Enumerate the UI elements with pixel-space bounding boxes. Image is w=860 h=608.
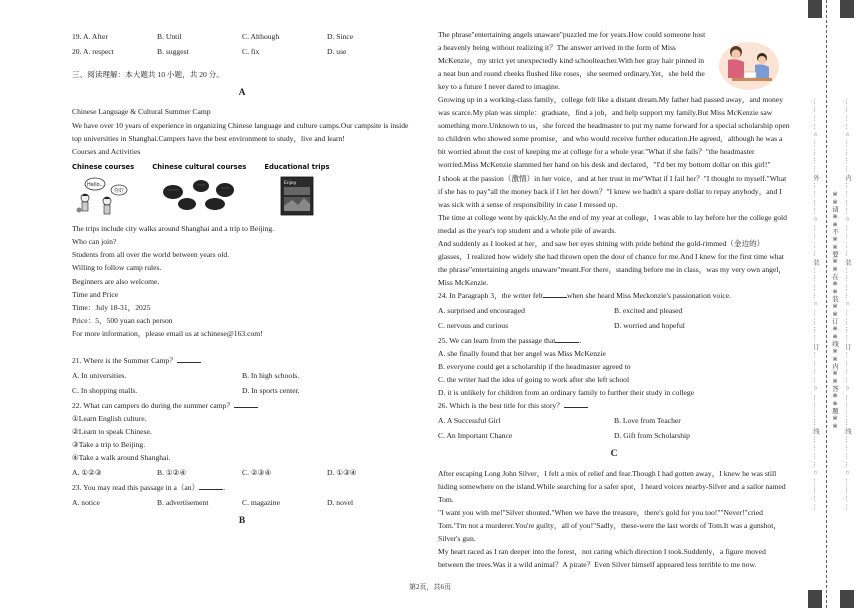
q26-option-d[interactable]: D. Gift from Scholarship bbox=[614, 431, 690, 441]
q23-option-b[interactable]: B. advertisement bbox=[157, 498, 209, 508]
q22-item-3: ③Take a trip to Beijing. bbox=[72, 440, 146, 450]
q24-option-b[interactable]: B. excited and pleased bbox=[614, 305, 683, 315]
q26-option-a[interactable]: A. A Successful Girl bbox=[438, 416, 501, 426]
q24-options-row1 bbox=[438, 304, 790, 317]
teacher-student-illustration bbox=[714, 34, 784, 92]
right-column bbox=[438, 28, 790, 571]
courses-heading: Courses and Activities bbox=[72, 146, 141, 156]
section-3-heading: 三、阅读理解：本大题共 10 小题，共 20 分。 bbox=[72, 70, 224, 80]
binding-cut-line bbox=[826, 0, 827, 608]
q19-option-b[interactable]: B. Until bbox=[157, 32, 182, 41]
who-line-1: Students from all over the world between years old. bbox=[72, 250, 230, 260]
passage-c-para-1: After escaping Long John Silver，I felt a mix of relief and fear.Though I had gotten away，I knew he was still hiding somewhere on the island.While searching for a safer spot，I heard voices nearby-Silver and a sailor named Tom. bbox=[438, 468, 786, 504]
course-cultural bbox=[152, 162, 246, 213]
q21-stem bbox=[72, 354, 412, 367]
q21-blank[interactable] bbox=[177, 356, 201, 363]
binding-outer-text: …………○…………外…………○…………装…………○…………订…………○…………线…………○………… bbox=[812, 97, 819, 513]
passage-a-letter: A bbox=[238, 88, 246, 99]
q24-stem bbox=[438, 289, 790, 302]
time-heading: Time and Price bbox=[72, 289, 119, 299]
info-line: For more information，please email us at schinese@163.com! bbox=[72, 328, 263, 338]
q22-option-d[interactable]: D. ①③④ bbox=[327, 468, 357, 478]
binding-margin bbox=[800, 0, 860, 608]
passage-c-para-3: My heart raced as I ran deeper into the forest，not caring which direction I took.Suddenly，a figure moved between the trees.Was it a wild animal？A pirate？Even Silver himself appeared less terrible to me now. bbox=[438, 547, 766, 570]
course-images bbox=[72, 162, 412, 217]
passage-b-para-1: The phrase"entertaining angels unaware"puzzled me for years.How could someone host a heavenly being without realizing it？The answer arrived in the form of Miss McKenzie，my strict yet unexpectedly kind schoolteacher.With her gray hair pinned in a neat bun and round cheeks flushed like roses，she seemed ordinary.Yet，she held the key to a future I never dared to imagine. bbox=[438, 30, 706, 92]
q26-options-row2 bbox=[438, 429, 790, 442]
q25-option-b[interactable]: B. everyone could get a scholarship if the headmaster agreed to bbox=[438, 362, 631, 372]
passage-c-letter: C bbox=[610, 449, 618, 460]
q26-blank[interactable] bbox=[564, 401, 588, 408]
binding-notice: ※※请※※不※※要※※在※※装※※订※※线※※内※※答※※题※※ bbox=[831, 190, 839, 430]
q20-option-a[interactable]: 20. A. respect bbox=[72, 47, 114, 57]
q21-option-c[interactable]: C. In shopping malls. bbox=[72, 385, 138, 395]
q23-options bbox=[72, 496, 412, 509]
q21-stem-text: 21. Where is the Summer Camp？ bbox=[72, 355, 177, 365]
q20-option-d[interactable]: D. use bbox=[327, 47, 347, 57]
left-column bbox=[72, 28, 412, 534]
course-label-trips: Educational trips bbox=[264, 162, 330, 171]
page-number: 第2页，共6页 bbox=[409, 583, 451, 591]
q24-option-c[interactable]: C. nervous and curious bbox=[438, 321, 509, 331]
course-chinese bbox=[72, 162, 134, 217]
q25-stem-text: 25. We can learn from the passage that bbox=[438, 336, 556, 346]
q24-stem-a: 24. In Paragraph 3，the writer felt bbox=[438, 290, 544, 300]
q25-option-d[interactable]: D. it is unlikely for children from an ordinary family to further their study in college bbox=[438, 388, 695, 398]
q24-option-a[interactable]: A. surprised and encouraged bbox=[438, 305, 525, 315]
q23-stem: 23. You may read this passage in a（an） . bbox=[72, 483, 226, 493]
passage-b-para-4: The time at college went by quickly.At the end of my year at college，I was able to lay before her the college gold medal as the year's top student and a whole pile of awards. bbox=[438, 212, 787, 235]
q22-stem bbox=[72, 399, 412, 412]
bubble-nihao: 你好 bbox=[114, 188, 125, 195]
q24-option-d[interactable]: D. worried and hopeful bbox=[614, 321, 685, 331]
trips-text: The trips include city walks around Shanghai and a trip to Beijing. bbox=[72, 224, 275, 234]
passage-c-para-2: "I want you with me!"Silver shouted."When we have the treasure，there's gold for you too!""Never!"cried Tom."I'm not a murderer.You're guilty，all of you!"Sadly，these-were the last words of Tom.It was a gunshot，Silver's gun. bbox=[438, 507, 781, 544]
q25-option-a[interactable]: A. she finally found that her angel was Miss McKenzie bbox=[438, 349, 606, 359]
dumplings-illustration bbox=[159, 176, 239, 212]
course-trips bbox=[264, 162, 329, 217]
book-cover-title: Enjoy bbox=[283, 181, 297, 187]
q21-option-b[interactable]: B. In high schools. bbox=[242, 370, 300, 380]
question-20-options bbox=[72, 45, 412, 58]
q19-option-d[interactable]: D. Since bbox=[327, 32, 354, 41]
q22-option-c[interactable]: C. ②③④ bbox=[242, 468, 272, 478]
q22-option-a[interactable]: A. ①②③ bbox=[72, 468, 102, 478]
who-heading: Who can join? bbox=[72, 237, 117, 247]
camp-intro: We have over 10 years of experience in organizing Chinese language and culture camps.Our campsite is inside top universities in Shanghai.Campers have the best environment to study，live and learn! bbox=[72, 120, 409, 143]
q23-blank[interactable] bbox=[199, 483, 223, 490]
binding-inner-text: …………○…………内…………○…………装…………○…………订…………○…………线…………○………… bbox=[844, 97, 851, 513]
q26-option-b[interactable]: B. Love from Teacher bbox=[614, 416, 681, 426]
q19-option-c[interactable]: C. Although bbox=[242, 32, 280, 41]
q21-option-a[interactable]: A. In universities. bbox=[72, 370, 127, 380]
bubble-hello: Hello... bbox=[87, 182, 105, 189]
q21-options-row2 bbox=[72, 384, 412, 397]
kids-talking-illustration bbox=[73, 176, 133, 216]
q21-options-row1 bbox=[72, 369, 412, 382]
q20-option-c[interactable]: C. fix bbox=[242, 47, 260, 57]
who-line-3: Beginners are also welcome. bbox=[72, 276, 160, 286]
q26-option-c[interactable]: C. An Important Chance bbox=[438, 431, 513, 441]
passage-b-para-5: And suddenly as I looked at her，and saw her eyes shining with pride behind the gold-rimmed（金边的）glasses，I realized how widely she had thrown open the door of chance for me.And I knew for the first time what the phrase"entertaining angels unaware"meant.For there，standing before me in class，was my very own angel，Miss McKenzie. bbox=[438, 238, 787, 287]
passage-b-para-2: Growing up in a working-class family，college felt like a distant dream.My father had passed away，and money was scarce.My plan was simple：graduate，find a job，and help support my family.But Miss McKenzie saw something more.Unknown to us，she forced the headmaster to put my name forward for a special scholarship open to children who showed some promise，and who would receive further education.He agreed，although he was a bit worried about the cost of keeping me at college for a whole year."What if she fails？"the headmaster worried.Miss McKenzie slammed her hand on his desk and declared，"I'd bet my bottom dollar on this girl!" bbox=[438, 95, 790, 170]
q26-stem-text: 26. Which is the best title for this story？ bbox=[438, 401, 564, 411]
travel-book-illustration bbox=[280, 176, 314, 216]
q22-item-1: ①Learn English culture. bbox=[72, 413, 147, 423]
question-19-options bbox=[72, 30, 412, 43]
passage-b-letter: B bbox=[238, 516, 246, 527]
passage-b-para-3: I shook at the passion（激情）in her voice，and at her trust in me"What if I fail her？"I thought to myself."What if she has to pay"all the money back if I let her down？"I knew we hadn't a spare dollar to repay anybody，and I was sick with a sense of responsibility in case I messed up. bbox=[438, 173, 787, 209]
q24-stem-b: when she heard Miss Meckonzie's passionation voice. bbox=[567, 290, 731, 300]
who-line-2: Willing to follow camp rules. bbox=[72, 263, 162, 273]
q23-option-c[interactable]: C. magazine bbox=[242, 498, 280, 508]
q23-stem-text: 23. You may read this passage in a（an） bbox=[72, 483, 200, 493]
course-label-cultural: Chinese cultural courses bbox=[152, 162, 247, 171]
q25-stem: 25. We can learn from the passage that . bbox=[438, 336, 582, 346]
q24-options-row2 bbox=[438, 319, 790, 332]
course-label-chinese: Chinese courses bbox=[72, 162, 135, 171]
q23-option-a[interactable]: A. notice bbox=[72, 498, 100, 508]
q22-blank[interactable] bbox=[234, 401, 258, 408]
q21-option-d[interactable]: D. In sports center. bbox=[242, 385, 300, 395]
q25-blank[interactable] bbox=[555, 336, 579, 343]
q19-option-a[interactable]: 19. A. After bbox=[72, 32, 108, 41]
q26-stem bbox=[438, 399, 790, 412]
q22-option-b[interactable]: B. ①②④ bbox=[157, 468, 187, 478]
q23-option-d[interactable]: D. novel bbox=[327, 498, 354, 508]
time-line: Time：July 18-31，2025 bbox=[72, 302, 151, 312]
camp-title: Chinese Language & Cultural Summer Camp bbox=[72, 107, 211, 117]
q22-options bbox=[72, 466, 412, 479]
q22-item-4: ④Take a walk around Shanghai. bbox=[72, 453, 171, 463]
price-line: Price：5，500 yuan each person bbox=[72, 315, 173, 325]
q22-item-2: ②Learn to speak Chinese. bbox=[72, 427, 152, 436]
q24-blank[interactable] bbox=[543, 291, 567, 298]
q26-options-row1 bbox=[438, 414, 790, 427]
q20-option-b[interactable]: B. suggest bbox=[157, 47, 189, 57]
q22-stem-text: 22. What can campers do during the summer camp？ bbox=[72, 400, 235, 410]
q25-option-c[interactable]: C. the writer had the idea of going to work after she left school bbox=[438, 375, 630, 385]
